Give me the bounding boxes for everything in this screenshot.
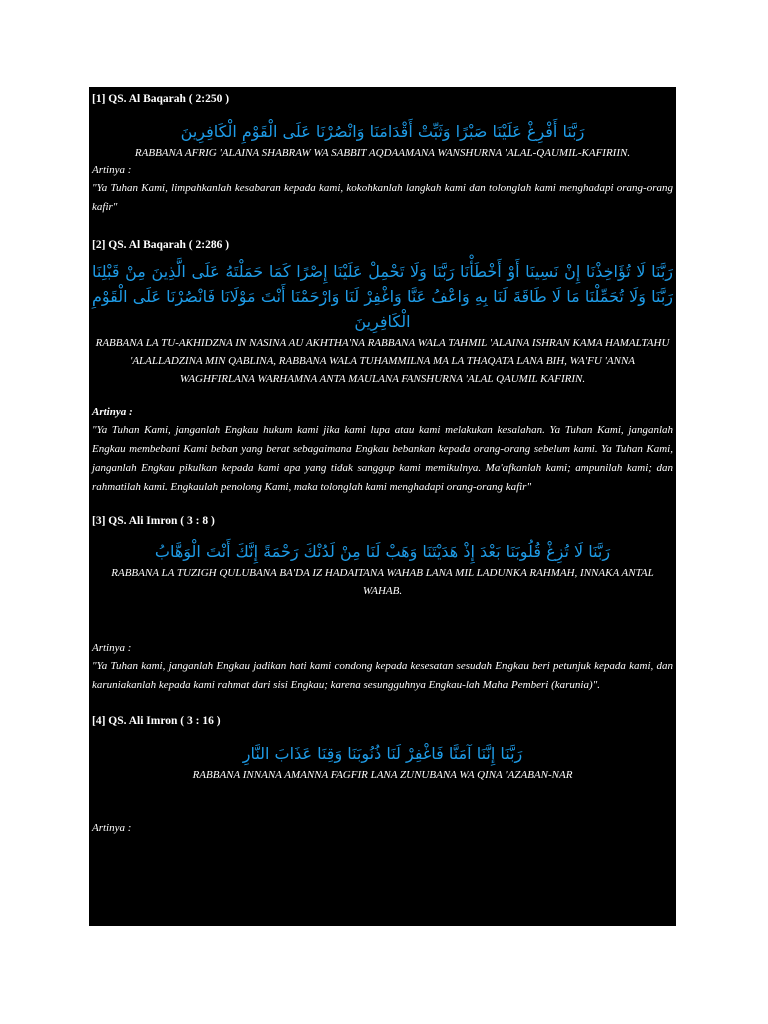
prayer-section-1 <box>92 87 673 217</box>
verse-reference: [3] QS. Ali Imron ( 3 : 8 ) <box>92 515 215 527</box>
translation-text: "Ya Tuhan Kami, janganlah Engkau hukum kami jika kami lupa atau kami melakukan kesalahan. Ya Tuhan Kami, janganlah Engkau membebani Kami beban yang berat sebagaimana Engkau bebankan kepada orang-orang sebelum kami. Ya Tuhan Kami, janganlah Engkau pikulkan kepada kami apa yang tidak sanggup kami memikulnya. Ma'afkanlah kami; ampunilah kami; dan rahmatilah kami. Engkaulah penolong Kami, maka tolonglah kami menghadapi orang-orang kafir" <box>92 424 673 493</box>
translation-label: Artinya : <box>92 822 132 834</box>
translation-label: Artinya : <box>92 164 132 176</box>
verse-reference: [4] QS. Ali Imron ( 3 : 16 ) <box>92 715 221 727</box>
latin-transliteration: RABBANA LA TU-AKHIDZNA IN NASINA AU AKHTHA'NA RABBANA WALA TAHMIL 'ALAINA ISHRAN KAMA HAMALTAHU 'ALALLADZINA MIN QABLINA, RABBANA WALA TUHAMMILNA MA LA THAQATA LANA BIH, WA'FU 'ANNA WAGHFIRLANA WARHAMNA ANTA MAULANA FANSHURNA 'ALAL QAUMIL KAFIRIN. <box>95 337 670 385</box>
arabic-verse: رَبَّنَا لَا تُزِغْ قُلُوبَنَا بَعْدَ إِذْ هَدَيْتَنَا وَهَبْ لَنَا مِنْ لَدُنْكَ رَحْمَةً إِنَّكَ أَنْتَ الْوَهَّابُ <box>154 542 611 561</box>
latin-transliteration: RABBANA AFRIG 'ALAINA SHABRAW WA SABBIT AQDAAMANA WANSHURNA 'ALAL-QAUMIL-KAFIRIIN. <box>134 147 631 159</box>
prayer-section-2 <box>92 237 673 497</box>
latin-transliteration: RABBANA INNANA AMANNA FAGFIR LANA ZUNUBANA WA QINA 'AZABAN-NAR <box>192 769 573 781</box>
translation-text: "Ya Tuhan Kami, limpahkanlah kesabaran kepada kami, kokohkanlah langkah kami dan tolonglah kami menghadapi orang-orang kafir" <box>92 182 673 213</box>
arabic-verse: رَبَّنَا إِنَّنَا آمَنَّا فَاغْفِرْ لَنَا ذُنُوبَنَا وَقِنَا عَذَابَ النَّارِ <box>242 744 523 763</box>
arabic-verse: رَبَّنَا أَفْرِغْ عَلَيْنَا صَبْرًا وَثَبِّتْ أَقْدَامَنَا وَانْصُرْنَا عَلَى الْقَوْمِ الْكَافِرِينَ <box>180 122 585 141</box>
prayer-section-4 <box>92 713 673 837</box>
prayer-section-3 <box>92 513 673 695</box>
latin-transliteration: RABBANA LA TUZIGH QULUBANA BA'DA IZ HADAITANA WAHAB LANA MIL LADUNKA RAHMAH, INNAKA ANTAL WAHAB. <box>111 567 654 597</box>
verse-reference: [2] QS. Al Baqarah ( 2:286 ) <box>92 239 230 251</box>
translation-label: Artinya : <box>92 406 133 418</box>
translation-label: Artinya : <box>92 642 132 654</box>
translation-text: "Ya Tuhan kami, janganlah Engkau jadikan hati kami condong kepada kesesatan sesudah Engkau beri petunjuk kepada kami, dan karuniakanlah kepada kami rahmat dari sisi Engkau; karena sesungguhnya Engkau-lah Maha Pemberi (karunia)". <box>92 660 673 691</box>
verse-reference: [1] QS. Al Baqarah ( 2:250 ) <box>92 93 230 105</box>
arabic-verse: رَبَّنَا لَا تُؤَاخِذْنَا إِنْ نَسِينَا أَوْ أَخْطَأْنَا رَبَّنَا وَلَا تَحْمِلْ عَلَيْنَا إِصْرًا كَمَا حَمَلْتَهُ عَلَى الَّذِينَ مِنْ قَبْلِنَا رَبَّنَا وَلَا تُحَمِّلْنَا مَا لَا طَاقَةَ لَنَا بِهِ وَاعْفُ عَنَّا وَاغْفِرْ لَنَا وَارْحَمْنَا أَنْتَ مَوْلَانَا فَانْصُرْنَا عَلَى الْقَوْمِ الْكَافِرِينَ <box>92 262 673 331</box>
prayer-panel <box>89 87 676 926</box>
